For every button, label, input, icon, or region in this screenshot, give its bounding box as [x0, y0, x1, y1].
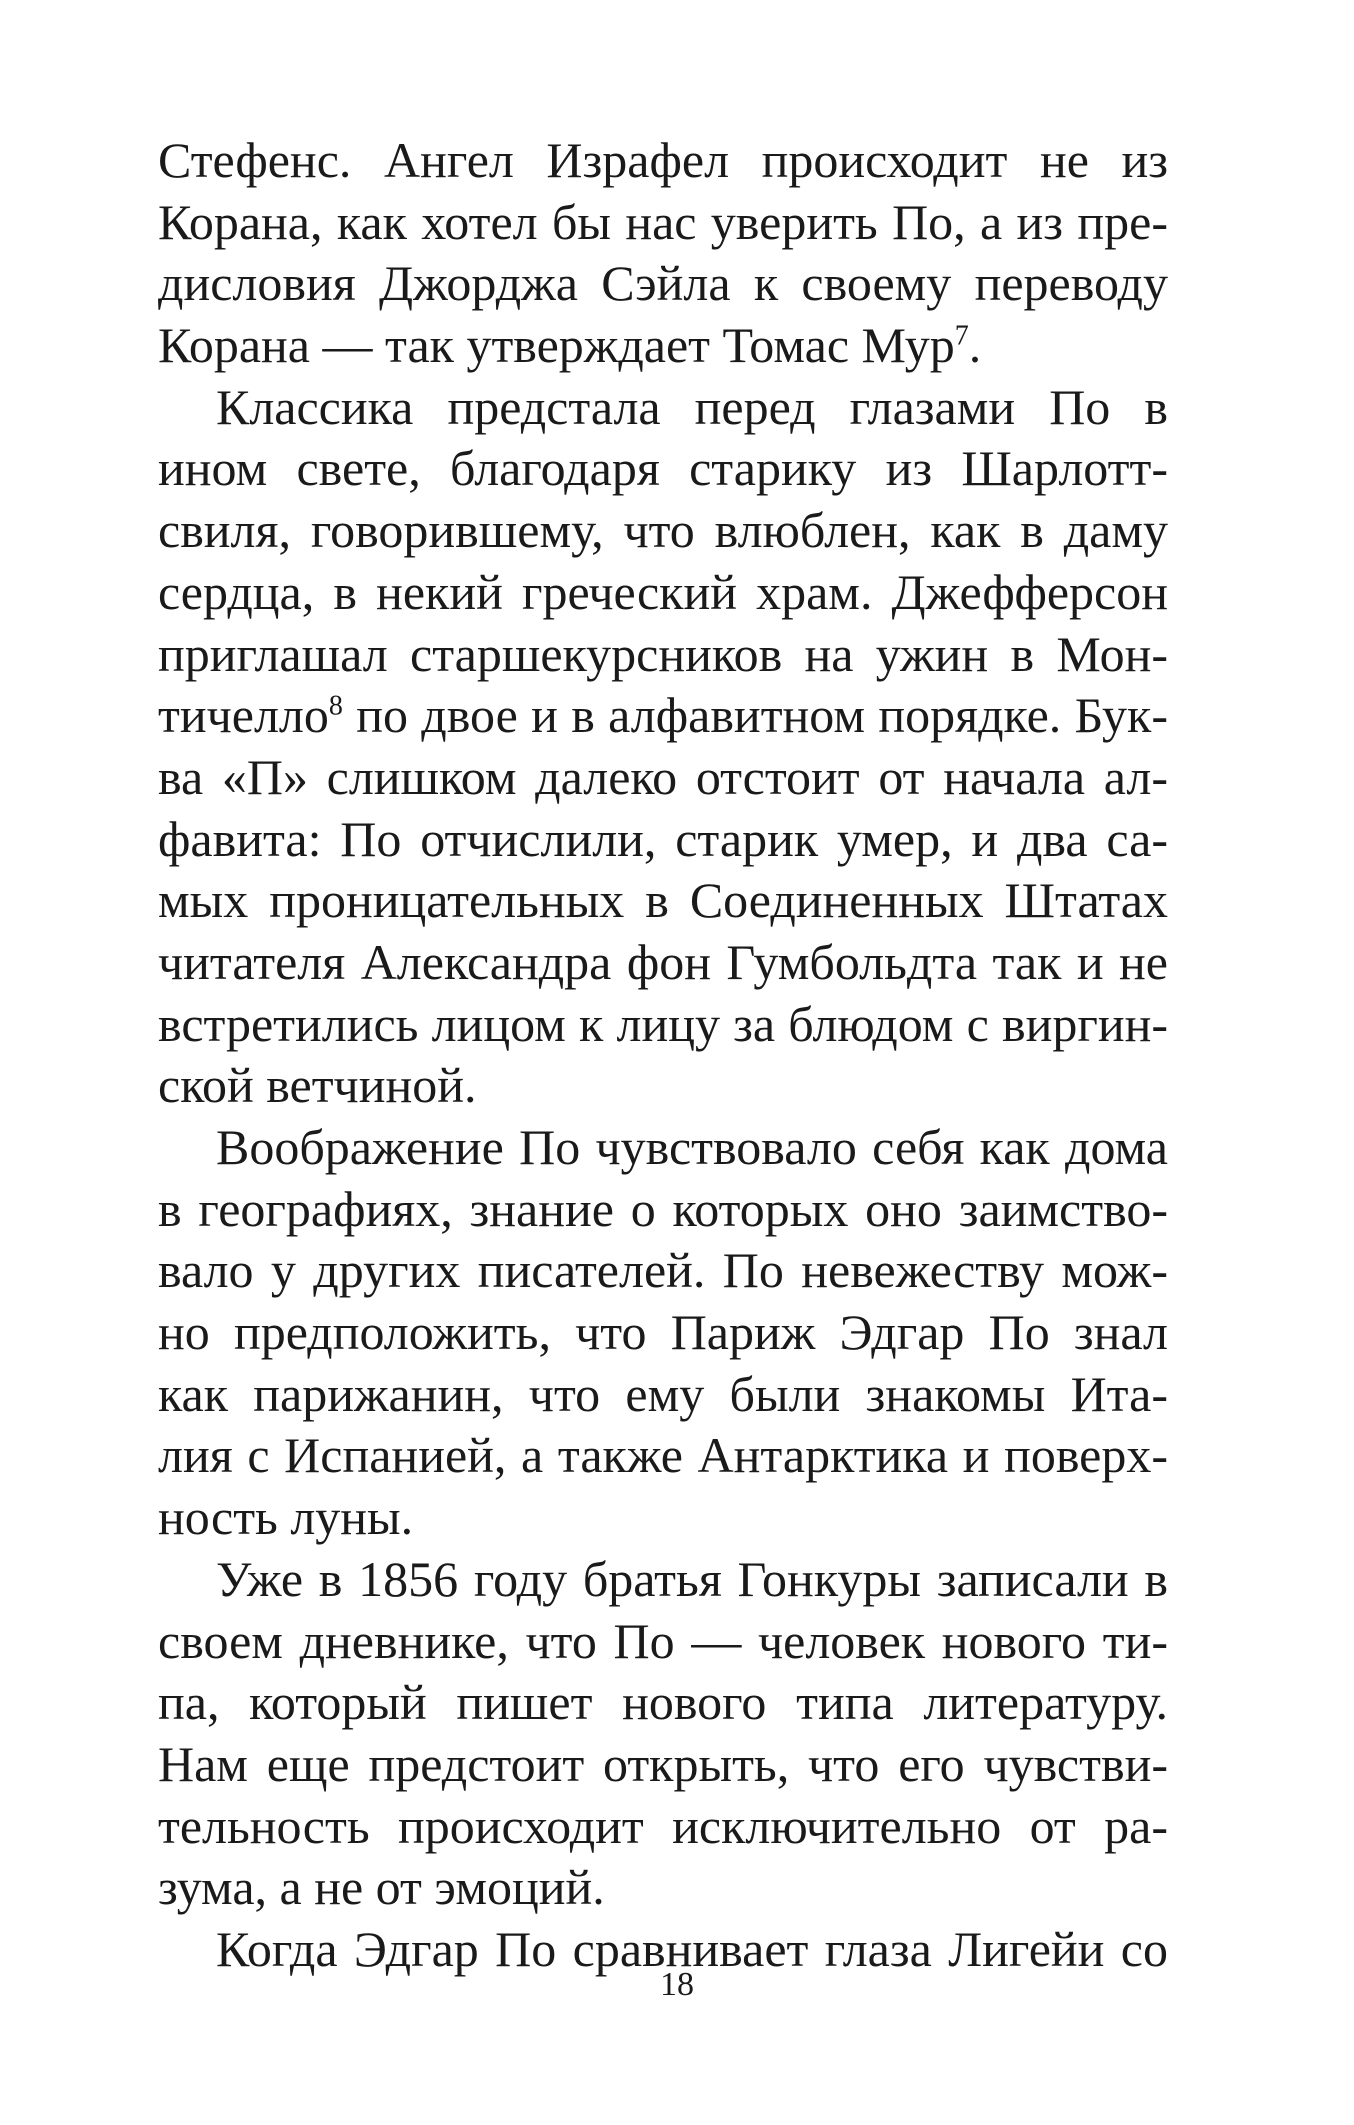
line-text: сердца, в некий греческий храм. Джефферсон	[158, 563, 1168, 620]
text-line	[158, 1734, 1168, 1796]
line-text: Нам еще предстоит открыть, что его чувстви-	[158, 1735, 1168, 1792]
text-line	[158, 1796, 1168, 1858]
text-line	[158, 809, 1168, 871]
line-text: зума, а не от эмоций.	[158, 1859, 605, 1916]
line-text: лия с Испанией, а также Антарктика и поверх-	[158, 1427, 1168, 1484]
text-line	[158, 685, 1168, 747]
line-text: па, который пишет нового типа литературу.	[158, 1674, 1168, 1731]
text-line	[158, 1857, 1168, 1919]
body-text	[158, 130, 1168, 1981]
text-line	[158, 1117, 1168, 1179]
line-text: Корана — так утверждает Томас Мур	[158, 317, 955, 374]
line-text: читателя Александра фон Гумбольдта так и не	[158, 933, 1168, 990]
line-text: тичелло	[158, 687, 329, 744]
line-text: ность луны.	[158, 1489, 414, 1546]
footnote-mark: 7	[954, 320, 969, 352]
text-line	[158, 1179, 1168, 1241]
line-text: свиля, говорившему, что влюблен, как в даму	[158, 502, 1168, 559]
line-text: ской ветчиной.	[158, 1057, 477, 1114]
paragraph	[158, 1549, 1168, 1919]
line-text: Корана, как хотел бы нас уверить По, а из пре-	[158, 193, 1168, 250]
text-line	[158, 1364, 1168, 1426]
paragraph	[158, 377, 1168, 1117]
text-line	[158, 994, 1168, 1056]
text-line	[158, 870, 1168, 932]
text-line	[158, 1055, 1168, 1117]
line-text: Классика предстала перед глазами По в	[216, 378, 1168, 435]
text-line	[158, 747, 1168, 809]
text-line	[158, 377, 1168, 439]
text-line	[158, 253, 1168, 315]
text-line	[158, 1425, 1168, 1487]
line-text: в географиях, знание о которых оно заимство-	[158, 1180, 1168, 1237]
line-text: но предположить, что Париж Эдгар По знал	[158, 1304, 1168, 1361]
line-text: Когда Эдгар По сравнивает глаза Лигейи со	[216, 1920, 1168, 1977]
text-line	[158, 315, 1168, 377]
line-text: фавита: По отчислили, старик умер, и два са-	[158, 810, 1168, 867]
text-line	[158, 1487, 1168, 1549]
text-line	[158, 500, 1168, 562]
text-line	[158, 1549, 1168, 1611]
line-text: встретились лицом к лицу за блюдом с виргин-	[158, 995, 1168, 1052]
footnote-mark: 8	[328, 690, 343, 722]
line-text: приглашал старшекурсников на ужин в Мон-	[158, 625, 1168, 682]
text-line	[158, 932, 1168, 994]
paragraph	[158, 1117, 1168, 1549]
line-text: как парижанин, что ему были знакомы Ита-	[158, 1365, 1168, 1422]
line-text-after-footnote: .	[968, 317, 982, 374]
line-text: Уже в 1856 году братья Гонкуры записали в	[216, 1550, 1168, 1607]
line-text: своем дневнике, что По — человек нового ти-	[158, 1612, 1168, 1669]
text-line	[158, 624, 1168, 686]
line-text: Стефенс. Ангел Израфел происходит не из	[158, 132, 1168, 188]
line-text: ином свете, благодаря старику из Шарлотт-	[158, 440, 1168, 497]
line-text: вало у других писателей. По невежеству мож-	[158, 1242, 1168, 1299]
text-line	[158, 1672, 1168, 1734]
page-number: 18	[660, 1966, 694, 2003]
line-text: Воображение По чувствовало себя как дома	[216, 1119, 1168, 1175]
text-line	[158, 130, 1168, 192]
text-line	[158, 562, 1168, 624]
line-text: дисловия Джорджа Сэйла к своему переводу	[158, 255, 1168, 312]
line-text: ва «П» слишком далеко отстоит от начала ал-	[158, 748, 1168, 805]
text-line	[158, 192, 1168, 254]
line-text: мых проницательных в Соединенных Штатах	[158, 872, 1168, 929]
text-line	[158, 438, 1168, 500]
text-line	[158, 1302, 1168, 1364]
line-text: тельность происходит исключительно от ра-	[158, 1797, 1168, 1854]
line-text-after-footnote: по двое и в алфавитном порядке. Бук-	[342, 687, 1168, 744]
paragraph	[158, 130, 1168, 377]
text-line	[158, 1611, 1168, 1673]
text-line	[158, 1240, 1168, 1302]
